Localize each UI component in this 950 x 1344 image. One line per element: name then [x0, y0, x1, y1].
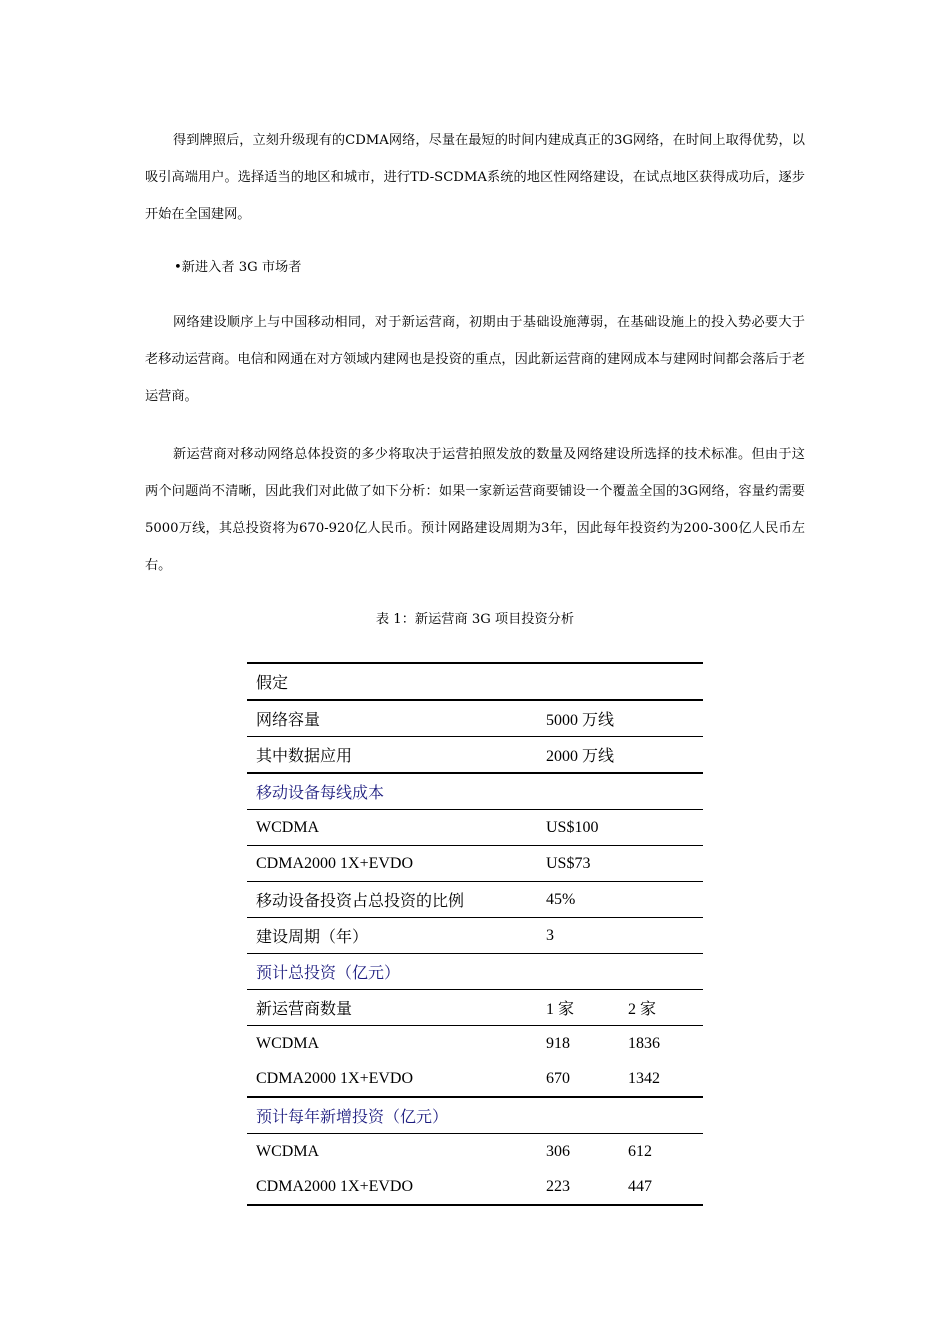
table-section-row: [247, 1097, 703, 1134]
section-heading: 预计每年新增投资（亿元）: [247, 1097, 537, 1134]
table-cell: [619, 918, 703, 954]
table-cell: [537, 954, 619, 990]
table-cell: [537, 773, 619, 810]
table-cell: [537, 663, 619, 700]
table-cell: 2000 万线: [537, 737, 619, 774]
table-cell: [619, 737, 703, 774]
table-cell: US$100: [537, 810, 619, 846]
table-cell: 447: [619, 1169, 703, 1205]
table-cell: WCDMA: [247, 1026, 537, 1062]
table-cell: [619, 773, 703, 810]
table-cell: [619, 810, 703, 846]
table-cell: [619, 846, 703, 882]
table-section-row: [247, 773, 703, 810]
table-row: [247, 1026, 703, 1062]
table-cell: 其中数据应用: [247, 737, 537, 774]
table-row: [247, 663, 703, 700]
table-cell: 612: [619, 1134, 703, 1170]
table-cell: [619, 700, 703, 737]
table-cell: 建设周期（年）: [247, 918, 537, 954]
table-row: [247, 1061, 703, 1097]
table-cell: CDMA2000 1X+EVDO: [247, 846, 537, 882]
table-row: [247, 810, 703, 846]
table-row: [247, 737, 703, 774]
table-cell: [619, 954, 703, 990]
table-cell: 918: [537, 1026, 619, 1062]
table-cell: 1342: [628, 1069, 660, 1087]
table-cell: 2 家: [619, 990, 703, 1026]
section-heading: 预计总投资（亿元）: [247, 954, 537, 990]
investment-table: [247, 662, 703, 1206]
bullet-heading: •新进入者 3G 市场者: [174, 260, 302, 275]
table-cell: 新运营商数量: [247, 990, 537, 1026]
table-cell: 306: [537, 1134, 619, 1170]
table-cell: [619, 1097, 703, 1134]
table-cell: 1 家: [537, 990, 619, 1026]
table-row: [247, 882, 703, 918]
table-caption: 表 1：新运营商 3G 项目投资分析: [375, 612, 575, 627]
section-heading: 移动设备每线成本: [247, 773, 537, 810]
table-cell: 223: [537, 1169, 619, 1205]
table-cell: 670: [546, 1069, 570, 1087]
table-cell: 3: [537, 918, 619, 954]
table-cell: CDMA2000 1X+EVDO: [256, 1069, 414, 1087]
table-cell: [537, 1097, 619, 1134]
table-row: [247, 1134, 703, 1170]
paragraph-2: 网络建设顺序上与中国移动相同，对于新运营商，初期由于基础设施薄弱，在基础设施上的投入势必要大于老移动运营商。电信和网通在对方领域内建网也是投资的重点，因此新运营商的建网成本与建网时间都会落后于老运营商。: [145, 315, 805, 404]
table-row: [247, 700, 703, 737]
table-cell: CDMA2000 1X+EVDO: [247, 1169, 537, 1205]
table-section-row: [247, 954, 703, 990]
table-cell: [619, 663, 703, 700]
table-cell: 移动设备投资占总投资的比例: [247, 882, 537, 918]
paragraph-1: 得到牌照后，立刻升级现有的CDMA网络，尽量在最短的时间内建成真正的3G网络，在时间上取得优势，以吸引高端用户。选择适当的地区和城市，进行TD-SCDMA系统的地区性网络建设，在试点地区获得成功后，逐步开始在全国建网。: [145, 133, 805, 222]
table-cell: WCDMA: [247, 810, 537, 846]
table-cell: 网络容量: [247, 700, 537, 737]
table-row: [247, 1169, 703, 1205]
table-cell: US$73: [537, 846, 619, 882]
table-cell: 45%: [537, 882, 619, 918]
table-cell: WCDMA: [247, 1134, 537, 1170]
table-cell: [619, 882, 703, 918]
table-row: [247, 846, 703, 882]
table-cell: 5000 万线: [537, 700, 619, 737]
table-row: [247, 918, 703, 954]
table-cell: 1836: [619, 1026, 703, 1062]
table-cell: 假定: [247, 663, 537, 700]
paragraph-3: 新运营商对移动网络总体投资的多少将取决于运营拍照发放的数量及网络建设所选择的技术标准。但由于这两个问题尚不清晰，因此我们对此做了如下分析：如果一家新运营商要铺设一个覆盖全国的3G网络，容量约需要5000万线，其总投资将为670-920亿人民币。预计网路建设周期为3年，因此每年投资约为200-300亿人民币左右。: [145, 447, 805, 573]
table-row: [247, 990, 703, 1026]
